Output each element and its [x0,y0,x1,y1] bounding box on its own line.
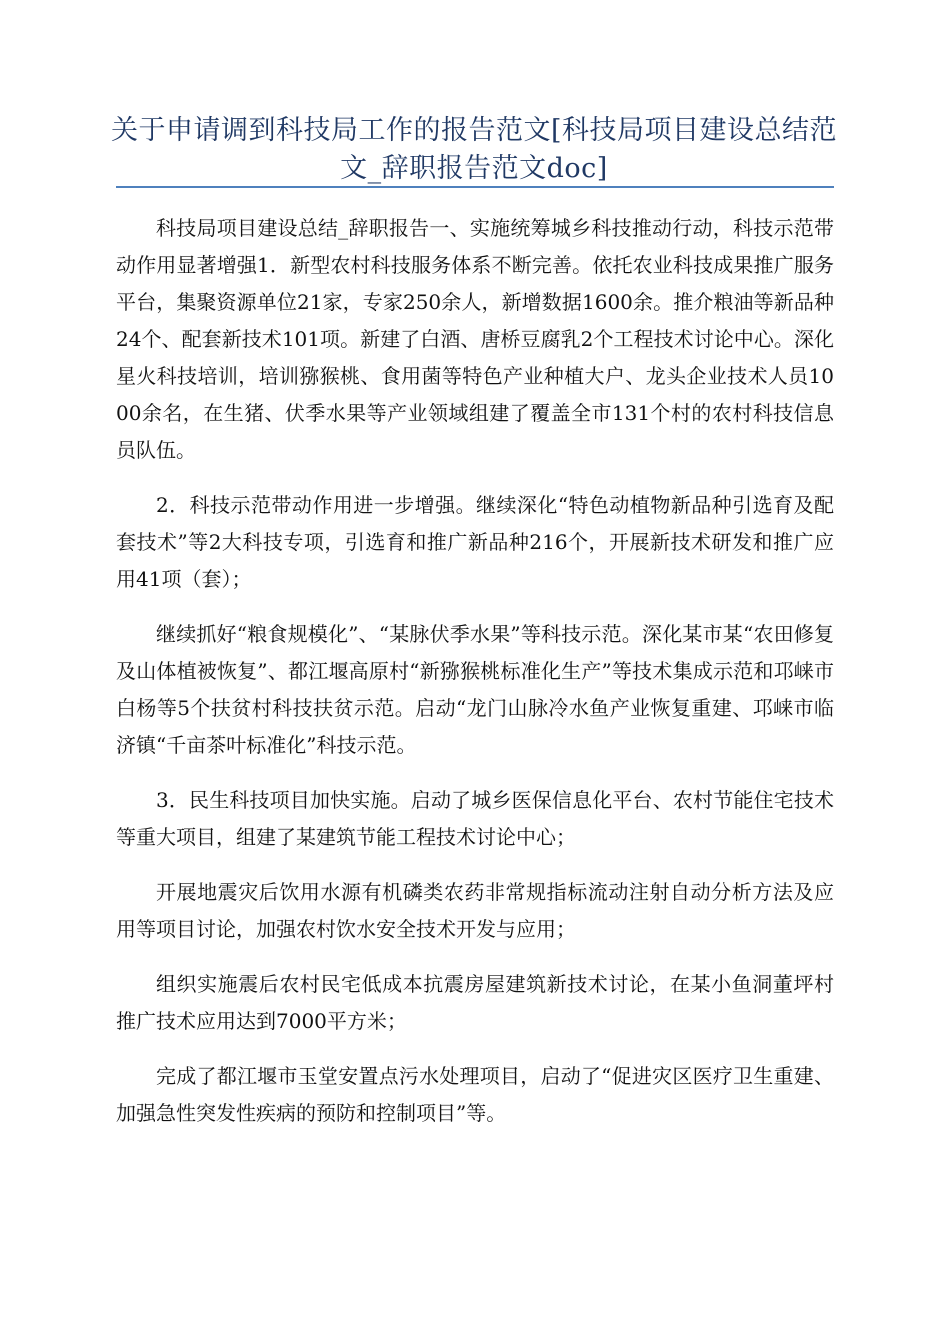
paragraph-1: 科技局项目建设总结_辞职报告一、实施统筹城乡科技推动行动，科技示范带动作用显著增强1．新型农村科技服务体系不断完善。依托农业科技成果推广服务平台，集聚资源单位21家，专家250余人，新增数据1600余。推介粮油等新品种24个、配套新技术101项。新建了白酒、唐桥豆腐乳2个工程技术讨论中心。深化星火科技培训，培训猕猴桃、食用菌等特色产业种植大户、龙头企业技术人员1000余名，在生猪、伏季水果等产业领域组建了覆盖全市131个村的农村科技信息员队伍。 [116,216,834,462]
document-title: 关于申请调到科技局工作的报告范文[科技局项目建设总结范文_辞职报告范文doc] [110,115,838,184]
paragraph-3: 继续抓好“粮食规模化”、“某脉伏季水果”等科技示范。深化某市某“农田修复及山体植被恢复”、都江堰高原村“新猕猴桃标准化生产”等技术集成示范和邛崃市白杨等5个扶贫村科技扶贫示范。启动“龙门山脉冷水鱼产业恢复重建、邛崃市临济镇“千亩茶叶标准化”科技示范。 [116,622,834,757]
paragraph-4: 3．民生科技项目加快实施。启动了城乡医保信息化平台、农村节能住宅技术等重大项目，组建了某建筑节能工程技术讨论中心； [116,788,834,849]
document-body [116,210,834,1150]
paragraph-6: 组织实施震后农村民宅低成本抗震房屋建筑新技术讨论，在某小鱼洞董坪村推广技术应用达到7000平方米； [116,972,834,1033]
title-divider [116,186,834,188]
paragraph-5: 开展地震灾后饮用水源有机磷类农药非常规指标流动注射自动分析方法及应用等项目讨论，加强农村饮水安全技术开发与应用； [116,880,834,941]
paragraph-7: 完成了都江堰市玉堂安置点污水处理项目，启动了“促进灾区医疗卫生重建、加强急性突发性疾病的预防和控制项目”等。 [116,1064,834,1125]
paragraph-2: 2．科技示范带动作用进一步增强。继续深化“特色动植物新品种引选育及配套技术”等2大科技专项，引选育和推广新品种216个，开展新技术研发和推广应用41项（套）； [116,493,834,591]
